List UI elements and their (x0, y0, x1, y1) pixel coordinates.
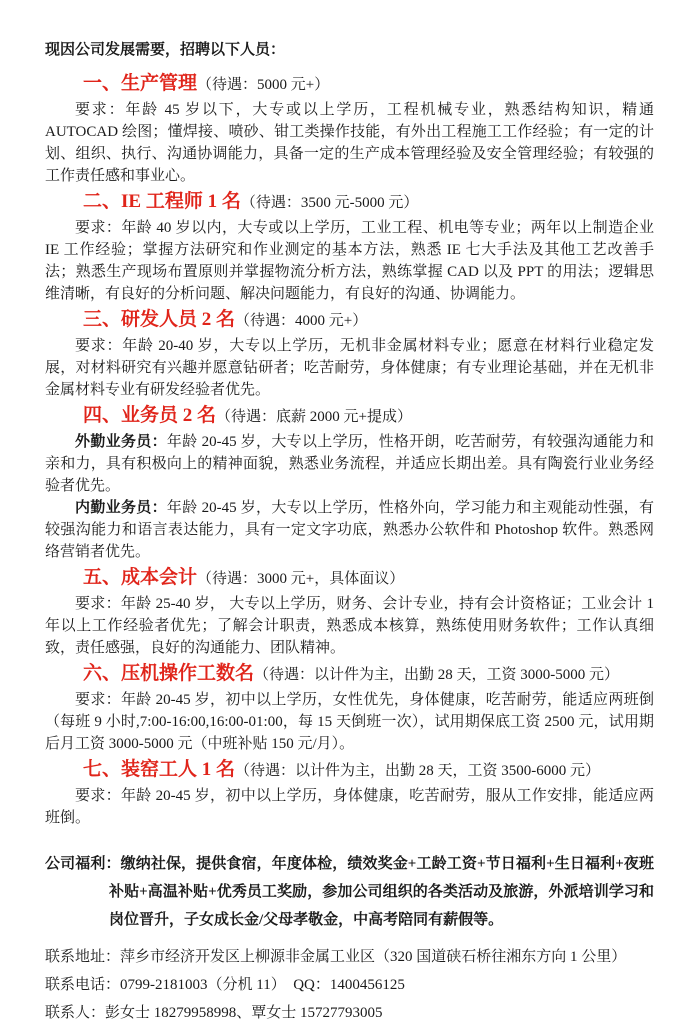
job-treatment: （待遇：以计件为主，出勤 28 天，工资 3000-5000 元） (254, 667, 620, 683)
job-section-salesperson (45, 403, 654, 563)
paragraph-text: 要求：年龄 45 岁以下，大专或以上学历，工程机械专业，熟悉结构知识，精通 AUTOCAD 绘图；懂焊接、喷砂、钳工类操作技能，有外出工程施工工作经验；有一定的计划、组织、执行、沟通协调能力，具备一定的生产成本管理经验及安全管理经验；有较强的工作责任感和事业心。 (45, 102, 654, 184)
company-benefits-paragraph (45, 850, 654, 934)
job-treatment: （待遇：5000 元+） (197, 77, 330, 93)
job-requirements-office-sales (45, 497, 654, 563)
job-title: 六、压机操作工数名 (83, 663, 255, 684)
job-requirements (45, 785, 654, 829)
job-requirements (45, 689, 654, 755)
job-requirements-field-sales (45, 431, 654, 497)
job-section-ie-engineer (45, 189, 654, 305)
job-section-press-operator (45, 661, 654, 755)
contact-person: 联系人：彭女士 18279958998、覃女士 15727793005 (45, 1005, 383, 1021)
paragraph-text: 年龄 20-45 岁，大专以上学历，性格开朗，吃苦耐劳，有较强沟通能力和亲和力，具有积极向上的精神面貌，熟悉业务流程，并适应长期出差。具有陶瓷行业业务经验者优先。 (45, 434, 654, 494)
benefits-label: 公司福利： (45, 856, 121, 872)
job-heading (45, 307, 654, 334)
intro-line: 现因公司发展需要，招聘以下人员： (45, 42, 286, 58)
job-heading (45, 757, 654, 784)
job-section-cost-accountant (45, 565, 654, 659)
job-title: 一、生产管理 (83, 73, 198, 94)
job-heading (45, 403, 654, 430)
paragraph-text: 要求：年龄 20-45 岁，初中以上学历，身体健康，吃苦耐劳，服从工作安排，能适应两班倒。 (45, 788, 654, 826)
paragraph-lead: 内勤业务员： (75, 500, 167, 516)
job-requirements (45, 593, 654, 659)
paragraph-text: 要求：年龄 40 岁以内，大专或以上学历，工业工程、机电等专业；两年以上制造企业 IE 工作经验；掌握方法研究和作业测定的基本方法，熟悉 IE 七大手法及其他工艺改善手法；熟悉生产现场布置原则并掌握物流分析方法，熟练掌握 CAD 以及 PPT 的用法；逻辑思维清晰，有良好的分析问题、解决问题能力，有良好的沟通、协调能力。 (45, 220, 654, 302)
job-title: 二、IE 工程师 1 名 (83, 191, 241, 212)
job-title: 四、业务员 2 名 (83, 405, 217, 426)
paragraph-text: 要求：年龄 20-40 岁，大专以上学历，无机非金属材料专业；愿意在材料行业稳定发展，对材料研究有兴趣并愿意钻研者；吃苦耐劳，身体健康；有专业理论基础，并在无机非金属材料专业有研发经验者优先。 (45, 338, 654, 398)
job-treatment: （待遇：以计件为主，出勤 28 天，工资 3500-6000 元） (235, 763, 601, 779)
job-treatment: （待遇：3500 元-5000 元） (240, 195, 419, 211)
job-heading (45, 565, 654, 592)
job-section-rd-staff (45, 307, 654, 401)
job-treatment: （待遇：3000 元+，具体面议） (197, 571, 405, 587)
job-title: 五、成本会计 (83, 567, 198, 588)
job-requirements (45, 99, 654, 187)
job-heading (45, 661, 654, 688)
contact-block (45, 943, 654, 1027)
job-heading (45, 71, 654, 98)
job-treatment: （待遇：4000 元+） (235, 313, 368, 329)
contact-phone: 联系电话：0799-2181003（分机 11） QQ：1400456125 (45, 977, 405, 993)
paragraph-lead: 外勤业务员： (75, 434, 167, 450)
job-requirements (45, 217, 654, 305)
benefits-text: 缴纳社保，提供食宿，年度体检，绩效奖金+工龄工资+节日福利+生日福利+夜班补贴+高温补贴+优秀员工奖励，参加公司组织的各类活动及旅游，外派培训学习和岗位晋升，子女成长金/父母孝敬金，中高考陪同有薪假等。 (109, 856, 654, 928)
job-section-kiln-loader (45, 757, 654, 829)
paragraph-text: 要求：年龄 20-45 岁，初中以上学历，女性优先，身体健康，吃苦耐劳，能适应两班倒（每班 9 小时,7:00-16:00,16:00-01:00，每 15 天倒班一次），试用期保底工资 2500 元，试用期后月工资 3000-5000 元（中班补贴 150 元/月）。 (45, 692, 654, 752)
job-section-production-manager (45, 71, 654, 187)
job-heading (45, 189, 654, 216)
job-title: 三、研发人员 2 名 (83, 309, 236, 330)
job-treatment: （待遇：底薪 2000 元+提成） (216, 409, 412, 425)
contact-address: 联系地址：萍乡市经济开发区上柳源非金属工业区（320 国道硖石桥往湘东方向 1 公里） (45, 949, 627, 965)
job-requirements (45, 335, 654, 401)
paragraph-text: 要求：年龄 25-40 岁， 大专以上学历，财务、会计专业，持有会计资格证；工业会计 1 年以上工作经验者优先；了解会计职责，熟悉成本核算，熟练使用财务软件；工作认真细致，责任感强，良好的沟通能力、团队精神。 (45, 596, 654, 656)
paragraph-text: 年龄 20-45 岁，大专以上学历，性格外向，学习能力和主观能动性强，有较强沟能力和语言表达能力，具有一定文字功底，熟悉办公软件和 Photoshop 软件。熟悉网络营销者优先。 (45, 500, 654, 560)
job-title: 七、装窑工人 1 名 (83, 759, 236, 780)
